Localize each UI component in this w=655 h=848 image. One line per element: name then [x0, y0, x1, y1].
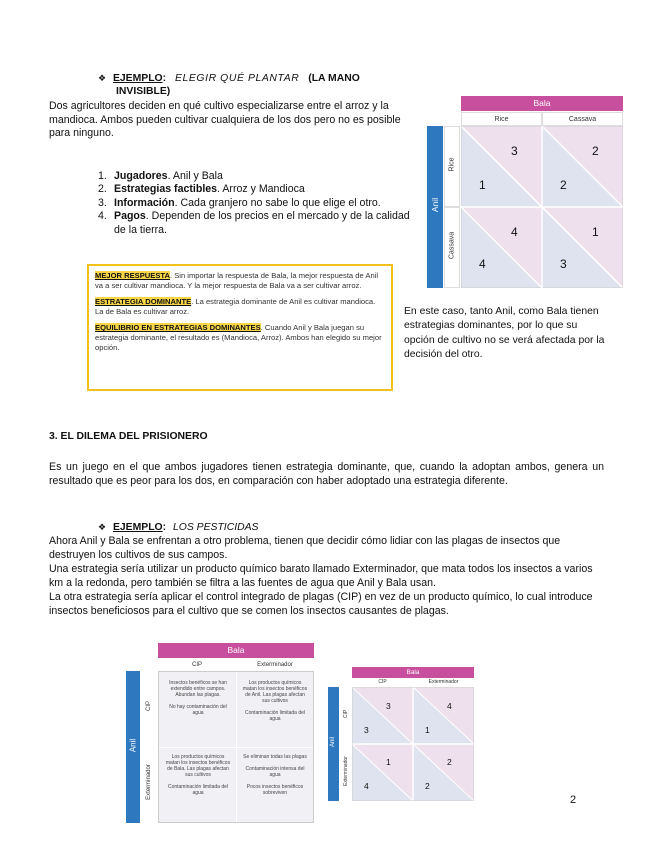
example1-conclusion: En este caso, tanto Anil, como Bala tienen estrategias dominantes, por lo que su opción de cultivo no se verá afectada por la decisión del otro. [404, 306, 605, 361]
cell-text: Se eliminan todas las plagas [243, 754, 307, 760]
cell-text: Los productos químicos matan los insectos benéficos de Bala. Las plagas afectan sus cultivos [165, 754, 231, 778]
colon: : [162, 522, 167, 533]
row-label-exterminador-cell [340, 744, 352, 801]
definitions-box [87, 264, 393, 391]
payoff-anil-exterminador-cip: 4 [364, 781, 369, 791]
payoff-anil-rice-rice: 1 [479, 178, 486, 192]
row-player-bar [427, 126, 443, 288]
payoff-bala-exterminador-cip: 1 [386, 757, 391, 767]
bullet-diamond-icon: ❖ [98, 73, 107, 83]
section3-text: Es un juego en el que ambos jugadores tienen estrategia dominante, que, cuando la adoptan ambos, genera un resultado que es peor para los dos, en comparación con haber adoptado una estrategia diferente. [49, 461, 604, 487]
list-item [98, 183, 418, 196]
payoff-bala-cassava-cassava: 1 [592, 225, 599, 239]
dominant-strategy-text: . La estrategia dominante de Anil es cultivar mandioca. La de Bala es cultivar arroz. [95, 297, 376, 316]
cell-exterminador-cip [165, 754, 231, 796]
payoff-matrix-crops [427, 96, 623, 292]
cell-text: Contaminación intensa del agua [245, 766, 305, 778]
dominant-strategy-label: ESTRATEGIA DOMINANTE [95, 297, 192, 307]
equilibrium-text: . Cuando Anil y Bala juegan su estrategia dominante, el resultado es (Mandioca, Arroz). Ambos han elegido su mejor opción. [95, 323, 382, 352]
list-text: . Cada granjero no sabe lo que elige el otro. [174, 196, 381, 209]
row-player-label: Anil [430, 197, 440, 213]
bullet-diamond-icon: ❖ [98, 522, 107, 532]
list-number: 4. [98, 210, 107, 223]
cell-text: Insectos benéficos se han extendido entre campos. Abundan las plagas. [169, 680, 227, 698]
payoff-bala-exterminador-exterminador: 2 [447, 757, 452, 767]
col-player-header: Bala [461, 96, 623, 111]
row-label-rice: Rice [448, 157, 456, 172]
cell-cip-exterminador [241, 680, 309, 722]
col-label-cassava: Cassava [542, 112, 623, 126]
example1-heading [98, 73, 413, 84]
descriptive-grid [158, 671, 314, 823]
list-item [98, 197, 418, 210]
section3-title: 3. EL DILEMA DEL PRISIONERO [49, 431, 208, 442]
example1-intro: Dos agricultores deciden en qué cultivo especializarse entre el arroz y la mandioca. Ambos pueden cultivar cualquiera de los dos pero no es posible para ninguno. [49, 100, 401, 140]
colon: : [162, 73, 167, 84]
cell-text: Los productos químicos matan los insectos benéficos de Anil. Las plagas afectan sus cultivos [242, 680, 308, 704]
payoff-anil-cassava-cassava: 3 [560, 257, 567, 271]
example1-title-bold2: INVISIBLE) [116, 86, 171, 97]
cell-text: Contaminación limitada del agua [244, 710, 306, 722]
row-player-bar [328, 687, 339, 801]
example2-paragraph-3: La otra estrategia sería aplicar el control integrado de plagas (CIP) en vez de un producto químico, lo cual introduce insectos beneficiosos para el cultivo que se comen los insectos causantes de plagas. [49, 591, 593, 617]
example2-paragraph-2: Una estrategia sería utilizar un producto químico barato llamado Exterminador, que mata todos los insectos a varios km a la redonda, pero también se filtra a las fuentes de agua que Anil y Bala usan. [49, 563, 593, 589]
payoff-anil-cassava-rice: 4 [479, 257, 486, 271]
list-text: . Dependen de los precios en el mercado y de la calidad de la tierra. [114, 210, 410, 236]
payoff-bala-rice-cassava: 2 [592, 144, 599, 158]
list-item [98, 170, 418, 183]
example2-title-italic: LOS PESTICIDAS [172, 522, 259, 533]
best-response-label: MEJOR RESPUESTA [95, 271, 170, 280]
payoff-matrix-pesticides-descriptive [126, 643, 314, 823]
page-number: 2 [570, 794, 577, 806]
best-response-definition [95, 271, 385, 290]
cell-text: Contaminación limitada del agua [167, 784, 229, 796]
example1-title-bold: (LA MANO [308, 73, 360, 84]
list-number: 1. [98, 170, 107, 182]
col-label-cip: CIP [378, 679, 387, 685]
row-label-rice-cell [444, 126, 460, 207]
row-label-exterminador-cell [141, 747, 157, 823]
list-number: 3. [98, 196, 107, 209]
example-label: EJEMPLO [112, 522, 163, 533]
payoff-anil-exterminador-exterminador: 2 [425, 781, 430, 791]
payoff-matrix-pesticides-numeric [328, 667, 474, 801]
payoff-cells-svg [352, 687, 474, 801]
row-label-exterminador: Exterminador [146, 764, 152, 800]
row-label-cassava-cell [444, 207, 460, 288]
list-text: . Anil y Bala [167, 170, 223, 182]
row-label-cip-cell [340, 687, 352, 744]
dominant-strategy-definition [95, 297, 385, 316]
cell-text: No hay contaminación del agua [169, 704, 227, 716]
list-item [98, 210, 418, 237]
payoff-bala-cip-cip: 3 [386, 701, 391, 711]
list-bold: Estrategias factibles [114, 183, 218, 196]
payoff-bala-rice-rice: 3 [511, 144, 518, 158]
equilibrium-definition [95, 323, 385, 352]
list-bold: Información [114, 196, 175, 209]
row-label-cassava: Cassava [448, 231, 456, 260]
payoff-anil-rice-cassava: 2 [560, 178, 567, 192]
payoff-bala-cip-exterminador: 4 [447, 701, 452, 711]
payoff-anil-cip-exterminador: 1 [425, 725, 430, 735]
row-label-exterminador: Exterminador [343, 756, 349, 786]
list-bold: Pagos [114, 210, 146, 223]
row-player-label: Anil [128, 738, 138, 753]
best-response-text: . Sin importar la respuesta de Bala, la mejor respuesta de Anil va a ser cultivar mandioca. Y la mejor respuesta de Bala va a ser cultivar arroz. [95, 271, 379, 290]
row-label-cip-cell [141, 671, 157, 747]
example-label: EJEMPLO [112, 73, 163, 84]
example1-list [98, 170, 418, 237]
list-text: . Arroz y Mandioca [217, 183, 305, 196]
col-label-exterminador: Exterminador [428, 679, 459, 685]
list-number: 2. [98, 183, 107, 196]
example2-paragraph-1: Ahora Anil y Bala se enfrentan a otro problema, tienen que decidir cómo lidiar con las plagas de insectos que destruyen los cultivos de sus campos. [49, 535, 561, 561]
list-bold: Jugadores [114, 170, 168, 182]
cell-text: Pocos insectos benéficos sobreviven [246, 784, 304, 796]
cell-cip-cip [165, 680, 231, 716]
example1-title-italic: ELEGIR QUÉ PLANTAR [174, 73, 300, 84]
col-player-header: Bala [158, 643, 314, 658]
col-label-cip: CIP [191, 662, 202, 668]
col-player-header: Bala [352, 667, 474, 678]
row-label-cip: CIP [146, 701, 152, 712]
cell-exterminador-exterminador [241, 754, 309, 796]
payoff-bala-cassava-rice: 4 [511, 225, 518, 239]
col-label-exterminador: Exterminador [257, 662, 293, 668]
example2-heading [98, 522, 258, 533]
payoff-anil-cip-cip: 3 [364, 725, 369, 735]
row-player-bar [126, 671, 140, 823]
equilibrium-label: EQUILIBRIO EN ESTRATEGIAS DOMINANTES [95, 323, 261, 333]
col-label-rice: Rice [461, 112, 542, 126]
row-label-cip: CIP [343, 709, 349, 719]
row-player-label: Anil [330, 737, 336, 748]
